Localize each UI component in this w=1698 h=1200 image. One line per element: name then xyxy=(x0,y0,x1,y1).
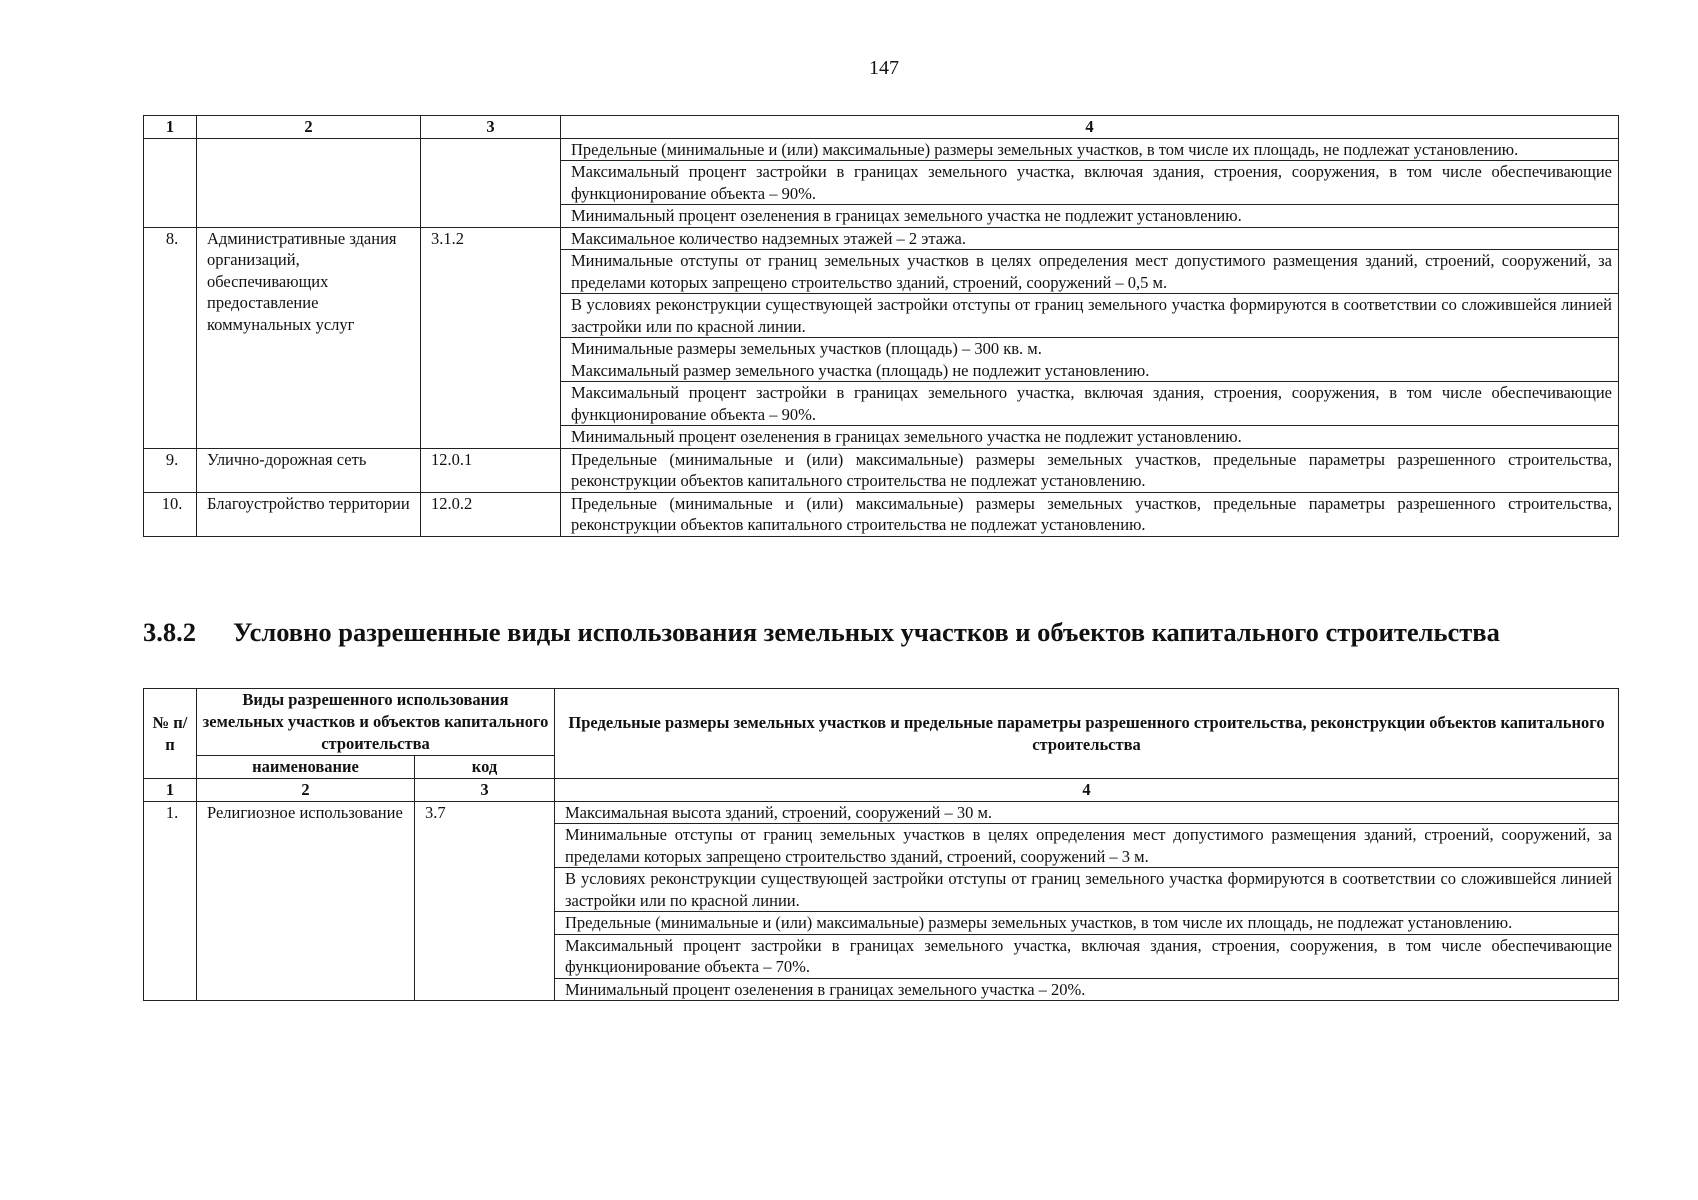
param-cell: Максимальная высота зданий, строений, сооружений – 30 м. xyxy=(555,801,1619,824)
col-number-3: 3 xyxy=(415,779,555,802)
use-code: 3.1.2 xyxy=(421,227,561,448)
param-cell: Минимальные отступы от границ земельных участков в целях определения мест допустимого размещения зданий, строений, сооружений, за пределами которых запрещено строительство зданий, строений, сооружений – 3 м. xyxy=(555,824,1619,868)
page-number: 147 xyxy=(869,57,899,79)
param-cell: Предельные (минимальные и (или) максимальные) размеры земельных участков, предельные параметры разрешенного строительства, реконструкции объектов капитального строительства не подлежат установлению. xyxy=(561,492,1619,536)
param-cell: Предельные (минимальные и (или) максимальные) размеры земельных участков, в том числе их площадь, не подлежат установлению. xyxy=(561,138,1619,161)
use-code: 12.0.1 xyxy=(421,448,561,492)
header-code: код xyxy=(415,756,555,779)
use-code: 3.7 xyxy=(415,801,555,1001)
param-cell: Предельные (минимальные и (или) максимальные) размеры земельных участков, предельные параметры разрешенного строительства, реконструкции объектов капитального строительства не подлежат установлению. xyxy=(561,448,1619,492)
use-code: 12.0.2 xyxy=(421,492,561,536)
row-number: 10. xyxy=(144,492,197,536)
column-number-row xyxy=(144,779,1619,802)
param-cell: Максимальный процент застройки в границах земельного участка, включая здания, строения, сооружения, в том числе обеспечивающие функционирование объекта – 70%. xyxy=(555,934,1619,978)
use-name: Улично-дорожная сеть xyxy=(197,448,421,492)
col-number-4: 4 xyxy=(555,779,1619,802)
param-cell: Максимальный процент застройки в границах земельного участка, включая здания, строения, сооружения, в том числе обеспечивающие функционирование объекта – 90%. xyxy=(561,161,1619,205)
col-number-3: 3 xyxy=(421,116,561,139)
table-row xyxy=(144,801,1619,824)
header-num: № п/п xyxy=(144,689,197,779)
row-number: 8. xyxy=(144,227,197,448)
column-number-row xyxy=(144,116,1619,139)
row-number: 1. xyxy=(144,801,197,1001)
param-cell: Минимальные отступы от границ земельных участков в целях определения мест допустимого размещения зданий, строений, сооружений, за пределами которых запрещено строительство зданий, строений, сооружений – 0,5 м. xyxy=(561,250,1619,294)
header-row xyxy=(144,689,1619,756)
header-kinds: Виды разрешенного использования земельных участков и объектов капитального строительства xyxy=(197,689,555,756)
param-cell xyxy=(561,338,1619,382)
code-cell-empty xyxy=(421,138,561,227)
param-cell: Минимальный процент озеленения в границах земельного участка не подлежит установлению. xyxy=(561,205,1619,228)
param-cell: Максимальный процент застройки в границах земельного участка, включая здания, строения, сооружения, в том числе обеспечивающие функционирование объекта – 90%. xyxy=(561,382,1619,426)
section-title: Условно разрешенные виды использования земельных участков и объектов капитального строительства xyxy=(233,617,1500,647)
param-line: Минимальные размеры земельных участков (площадь) – 300 кв. м. xyxy=(571,339,1042,358)
table-row xyxy=(144,448,1619,492)
col-number-1: 1 xyxy=(144,779,197,802)
param-cell: В условиях реконструкции существующей застройки отступы от границ земельного участка формируются в соответствии со сложившейся линией застройки или по красной линии. xyxy=(561,294,1619,338)
param-cell: Минимальный процент озеленения в границах земельного участка – 20%. xyxy=(555,978,1619,1001)
use-name: Административные здания организаций, обеспечивающих предоставление коммунальных услуг xyxy=(197,227,421,448)
row-number: 9. xyxy=(144,448,197,492)
param-cell: В условиях реконструкции существующей застройки отступы от границ земельного участка формируются в соответствии со сложившейся линией застройки или по красной линии. xyxy=(555,868,1619,912)
param-cell: Минимальный процент озеленения в границах земельного участка не подлежит установлению. xyxy=(561,426,1619,449)
section-number: 3.8.2 xyxy=(143,617,196,647)
header-limits: Предельные размеры земельных участков и предельные параметры разрешенного строительства, реконструкции объектов капитального строительства xyxy=(555,689,1619,779)
col-number-4: 4 xyxy=(561,116,1619,139)
param-line: Максимальный размер земельного участка (площадь) не подлежит установлению. xyxy=(571,360,1150,380)
param-cell: Предельные (минимальные и (или) максимальные) размеры земельных участков, в том числе их площадь, не подлежат установлению. xyxy=(555,912,1619,935)
permitted-uses-table-continued xyxy=(143,115,1619,537)
col-number-2: 2 xyxy=(197,116,421,139)
col-number-2: 2 xyxy=(197,779,415,802)
col-number-1: 1 xyxy=(144,116,197,139)
table-row xyxy=(144,138,1619,161)
table-row xyxy=(144,227,1619,250)
header-name: наименование xyxy=(197,756,415,779)
use-name: Религиозное использование xyxy=(197,801,415,1001)
use-name: Благоустройство территории xyxy=(197,492,421,536)
num-cell-empty xyxy=(144,138,197,227)
name-cell-empty xyxy=(197,138,421,227)
param-cell: Максимальное количество надземных этажей – 2 этажа. xyxy=(561,227,1619,250)
table-row xyxy=(144,492,1619,536)
section-heading xyxy=(143,617,1618,648)
conditional-uses-table xyxy=(143,688,1619,1001)
